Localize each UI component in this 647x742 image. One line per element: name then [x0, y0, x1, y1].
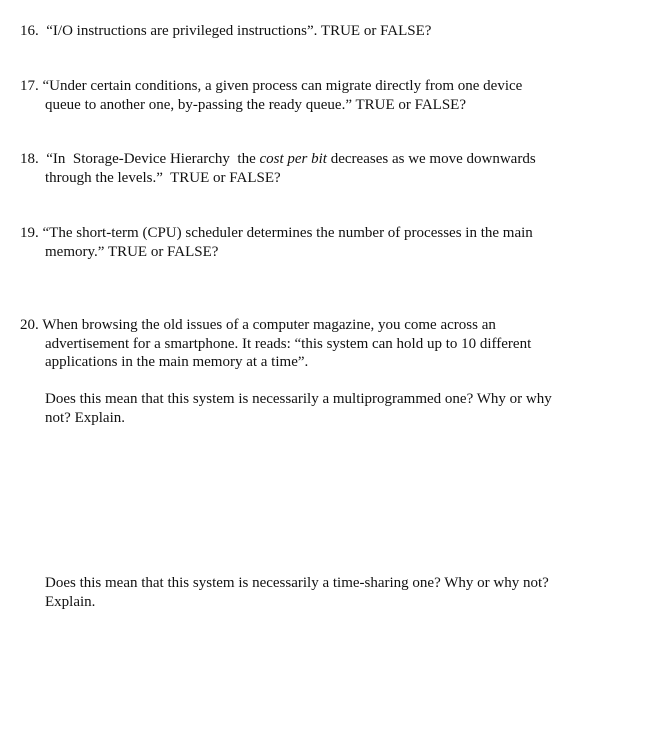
question-20 [20, 316, 600, 372]
answer-space-a [45, 440, 605, 565]
question-17-line-2: queue to another one, by-passing the ready queue.” TRUE or FALSE? [45, 96, 466, 113]
question-18-line-2: through the levels.” TRUE or FALSE? [45, 169, 281, 186]
question-20-line-3: applications in the main memory at a time”. [45, 354, 309, 370]
question-number: 17. [20, 78, 39, 94]
question-text: “I/O instructions are privileged instructions”. TRUE or FALSE? [46, 23, 432, 39]
question-20-line-2: advertisement for a smartphone. It reads: “this system can hold up to 10 different [45, 335, 532, 352]
question-19-line-1 [20, 224, 600, 243]
question-20-subquestion-multiprogrammed [45, 390, 605, 427]
question-18-line-1 [20, 150, 600, 169]
question-text-after: decreases as we move downwards [326, 151, 536, 167]
question-16-line-1 [20, 22, 600, 41]
question-text-before: “In Storage-Device Hierarchy the [46, 151, 260, 167]
subquestion-line-1: Does this mean that this system is necessarily a time-sharing one? Why or why not? [45, 575, 549, 591]
question-20-subquestion-time-sharing [45, 574, 605, 611]
subquestion-line-1: Does this mean that this system is necessarily a multiprogrammed one? Why or why [45, 391, 552, 407]
answer-space-b [45, 620, 605, 730]
question-17-line-1 [20, 77, 600, 96]
question-20-line-1 [20, 316, 600, 335]
subquestion-line-2: Explain. [45, 593, 96, 610]
question-number: 20. [20, 317, 39, 333]
question-text: “Under certain conditions, a given process can migrate directly from one device [42, 78, 523, 94]
question-text-italic: cost per bit [259, 151, 327, 167]
question-18 [20, 150, 600, 187]
question-number: 19. [20, 225, 39, 241]
question-text: When browsing the old issues of a computer magazine, you come across an [42, 317, 496, 333]
question-number: 18. [20, 151, 39, 167]
question-19-line-2: memory.” TRUE or FALSE? [45, 243, 219, 260]
question-17 [20, 77, 600, 114]
question-text: “The short-term (CPU) scheduler determines the number of processes in the main [42, 225, 533, 241]
question-number: 16. [20, 23, 39, 39]
question-19 [20, 224, 600, 261]
question-16 [20, 22, 600, 41]
subquestion-line-2: not? Explain. [45, 409, 125, 426]
